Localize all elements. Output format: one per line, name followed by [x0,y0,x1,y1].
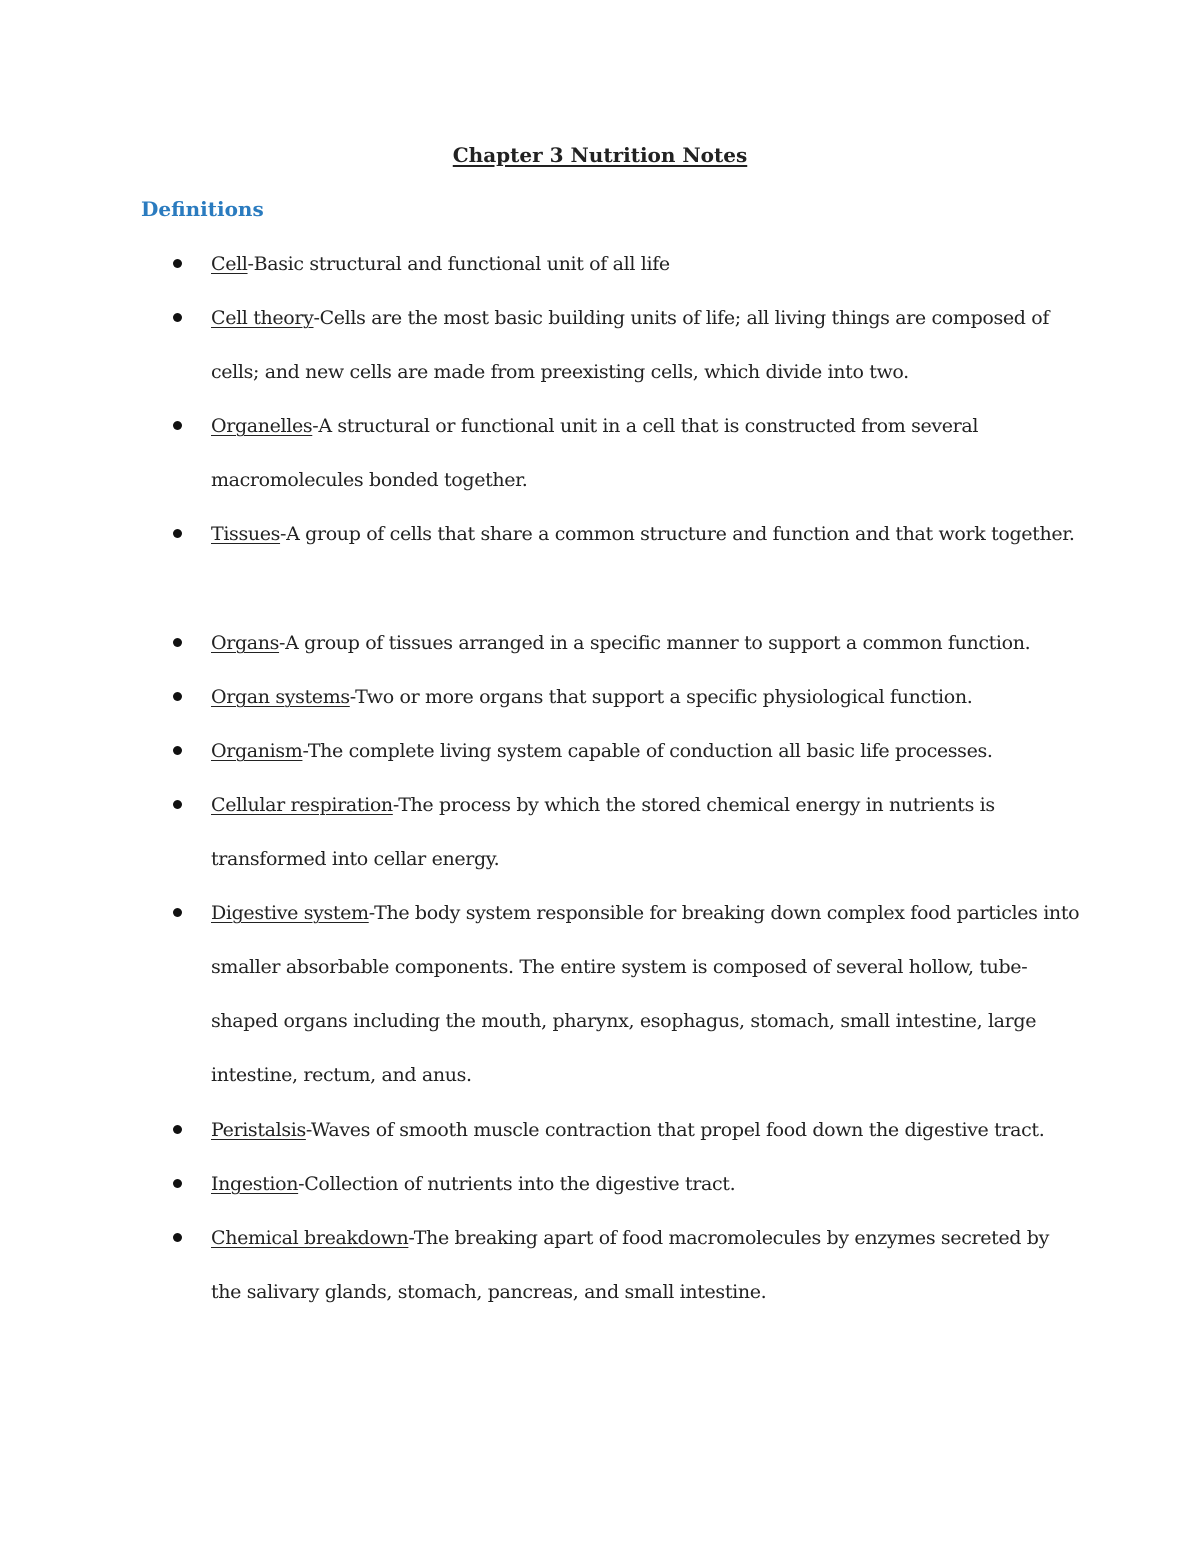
definition-text: -The body system responsible for breaking down complex food particles into smaller absorbable components. The entire system is composed of several hollow, tube-shaped organs including the mouth, pharynx, esophagus, stomach, small intestine, large intestine, rectum, and anus. [211,902,1080,1086]
bullet-icon [173,638,182,647]
definition-text: -Basic structural and functional unit of all life [247,253,670,275]
term-cell: Cell [211,253,248,275]
list-item [211,1157,1081,1211]
list-item [211,399,1081,507]
bullet-icon [173,313,182,322]
term-organelles: Organelles [211,415,313,437]
list-item [211,237,1081,291]
definition-text: -The breaking apart of food macromolecules by enzymes secreted by the salivary glands, stomach, pancreas, and small intestine. [211,1227,1049,1303]
list-item [211,616,1081,670]
bullet-icon [173,908,182,917]
list-item [211,291,1081,399]
term-organism: Organism [211,740,303,762]
definition-text: -The process by which the stored chemical energy in nutrients is transformed into cellar energy. [211,794,995,870]
list-item [211,1103,1081,1157]
bullet-icon [173,1179,182,1188]
term-organ-systems: Organ systems [211,686,350,708]
list-item [211,670,1081,724]
bullet-icon [173,1125,182,1134]
bullet-icon [173,259,182,268]
term-cell-theory: Cell theory [211,307,314,329]
bullet-icon [173,692,182,701]
definition-text: -A structural or functional unit in a cell that is constructed from several macromolecules bonded together. [211,415,979,491]
term-organs: Organs [211,632,280,654]
definition-text: -Collection of nutrients into the digestive tract. [298,1173,736,1195]
term-peristalsis: Peristalsis [211,1119,306,1141]
list-item [211,1211,1081,1319]
term-ingestion: Ingestion [211,1173,299,1195]
document-title: Chapter 3 Nutrition Notes [452,143,748,167]
definition-text: -Waves of smooth muscle contraction that propel food down the digestive tract. [305,1119,1045,1141]
definition-text: -A group of tissues arranged in a specific manner to support a common function. [279,632,1031,654]
list-item [211,507,1081,561]
list-item [211,886,1081,1102]
term-chemical-breakdown: Chemical breakdown [211,1227,409,1249]
bullet-icon [173,800,182,809]
definition-text: -A group of cells that share a common structure and function and that work together. [280,523,1075,545]
bullet-icon [173,529,182,538]
bullet-icon [173,421,182,430]
term-cellular-respiration: Cellular respiration [211,794,393,816]
list-item [211,724,1081,778]
definition-text: -Two or more organs that support a specific physiological function. [349,686,973,708]
section-heading-definitions: Definitions [141,197,264,221]
definition-text: -Cells are the most basic building units of life; all living things are composed of cells; and new cells are made from preexisting cells, which divide into two. [211,307,1050,383]
term-tissues: Tissues [211,523,281,545]
term-digestive-system: Digestive system [211,902,369,924]
list-item [211,778,1081,886]
bullet-icon [173,746,182,755]
definition-text: -The complete living system capable of conduction all basic life processes. [302,740,993,762]
bullet-icon [173,1233,182,1242]
